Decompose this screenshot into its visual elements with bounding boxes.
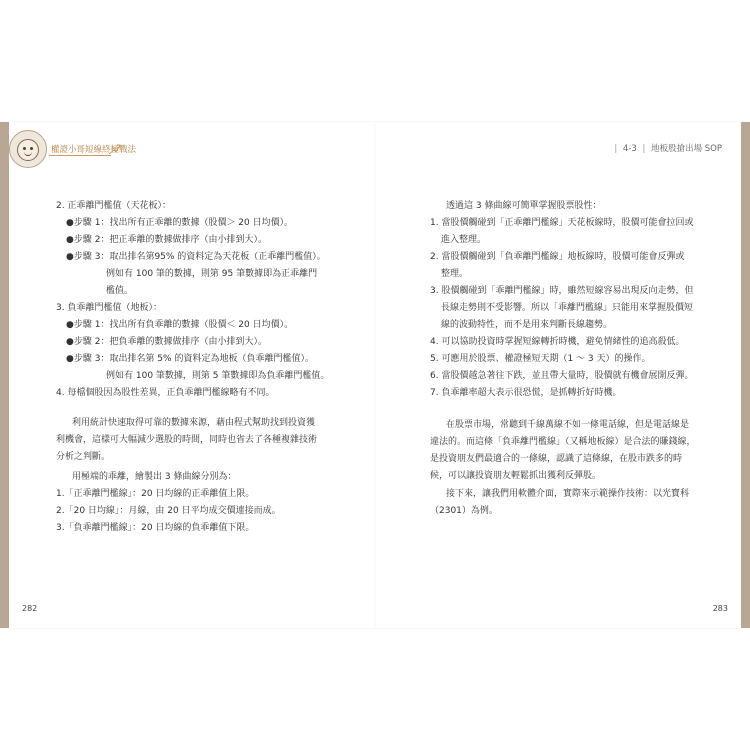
chapter-title: 地板股搶出場 SOP [651, 144, 722, 154]
text-line: 違法的。而這條「負乖離門檻線」（又稱地板線）是合法的賺錢線， [430, 437, 696, 447]
text-line: 例如有 100 筆數據，則第 5 筆數據即為負乖離門檻值。 [106, 371, 330, 381]
text-line: 進入整理。 [441, 235, 487, 245]
text-line: 4. 每檔個股因為股性差異，正負乖離門檻線略有不同。 [56, 388, 275, 398]
text-line: 1. 當股價觸碰到「正乖離門檻線」天花板線時，股價可能會拉回或 [430, 218, 694, 228]
right-page-edge [741, 122, 750, 628]
text-line: 線的波動特性，而不是用來判斷長線趨勢。 [441, 320, 613, 330]
text-line: 5. 可應用於股票、權證極短天期（1 ～ 3 天）的操作。 [430, 354, 651, 364]
text-line: 接下來，讓我們用軟體介面，實際來示範操作技術：以光寶科 [446, 489, 690, 499]
text-line: 利用統計快速取得可靠的數據來源，藉由程式幫助找到投資獲 [72, 418, 316, 428]
text-line: 透過這 3 條曲線可簡單掌握股票股性： [446, 201, 602, 211]
right-running-header: | 4-3 | 地板股搶出場 SOP [614, 144, 722, 154]
text-line: 是投資朋友們最適合的一條線，認識了這條線，在股市跌多的時 [430, 454, 683, 464]
text-line: 7. 負乖離率超大表示很恐慌，是抓轉折好時機。 [430, 388, 622, 398]
trend-arrow-icon [109, 143, 121, 155]
text-line: （2301）為例。 [430, 506, 498, 516]
text-line: ●步驟 2：把負乖離的數據做排序（由小排到大）。 [66, 337, 267, 347]
text-line: ●步驟 1：找出所有負乖離的數據（股價＜ 20 日均價）。 [66, 320, 294, 330]
text-line: 3. 股價觸碰到「乖離門檻線」時，雖然短線容易出現反向走勢，但 [430, 286, 694, 296]
page-number-right: 283 [712, 604, 728, 613]
text-line: 例如有 100 筆的數據，則第 95 筆數據即為正乖離門 [106, 269, 318, 279]
header-underline [49, 155, 111, 156]
text-line: 候，可以讓投資朋友輕鬆抓出獲利反彈股。 [430, 471, 602, 481]
text-line: 3.「負乖離門檻線」：20 日均線的負乖離值下限。 [56, 523, 255, 533]
text-line: 2. 正乖離門檻值（天花板）： [56, 201, 171, 211]
text-line: 用極端的乖離，繪製出 3 條曲線分別為： [72, 472, 237, 482]
left-page-edge [0, 122, 9, 628]
text-line: ●步驟 1：找出所有正乖離的數據（股價＞ 20 日均價）。 [66, 218, 294, 228]
book-gutter [374, 122, 376, 628]
text-line: 1.「正乖離門檻線」：20 日均線的正乖離值上限。 [56, 489, 255, 499]
text-line: 利機會，這樣可大幅減少選股的時間，同時也省去了各種複雜技術 [56, 435, 318, 445]
book-spread [0, 122, 750, 628]
text-line: 2.「20 日均線」：月線，由 20 日平均成交價連接而成。 [56, 506, 281, 516]
mascot-icon [9, 130, 47, 168]
text-line: 整理。 [441, 269, 469, 279]
text-line: ●步驟 3：取出排名第95% 的資料定為天花板（正乖離門檻值）。 [66, 252, 326, 262]
text-line: 2. 當股價觸碰到「負乖離門檻線」地板線時，股價可能會反彈或 [430, 252, 685, 262]
text-line: 在股票市場，常聽到千線萬線不如一條電話線，但是電話線是 [446, 420, 690, 430]
text-line: 分析之判斷。 [56, 452, 111, 462]
text-line: 檻值。 [106, 286, 134, 296]
text-line: 6. 當股價越急著往下跌，並且帶大量時，股價就有機會展開反彈。 [430, 371, 694, 381]
page-number-left: 282 [22, 604, 38, 613]
text-line: ●步驟 3：取出排名第 5% 的資料定為地板（負乖離門檻值）。 [66, 354, 314, 364]
chapter-number: 4-3 [622, 144, 637, 154]
text-line: 4. 可以協助投資時掌握短線轉折時機，避免情緒性的追高殺低。 [430, 337, 685, 347]
text-line: 3. 負乖離門檻值（地板）： [56, 303, 162, 313]
text-line: 長線走勢則不受影響。所以「乖離門檻線」只能用來掌握股價短 [441, 303, 694, 313]
book-title: 權證小哥短線終極戰法 [51, 145, 137, 155]
text-line: ●步驟 2：把正乖離的數據做排序（由小排到大）。 [66, 235, 267, 245]
